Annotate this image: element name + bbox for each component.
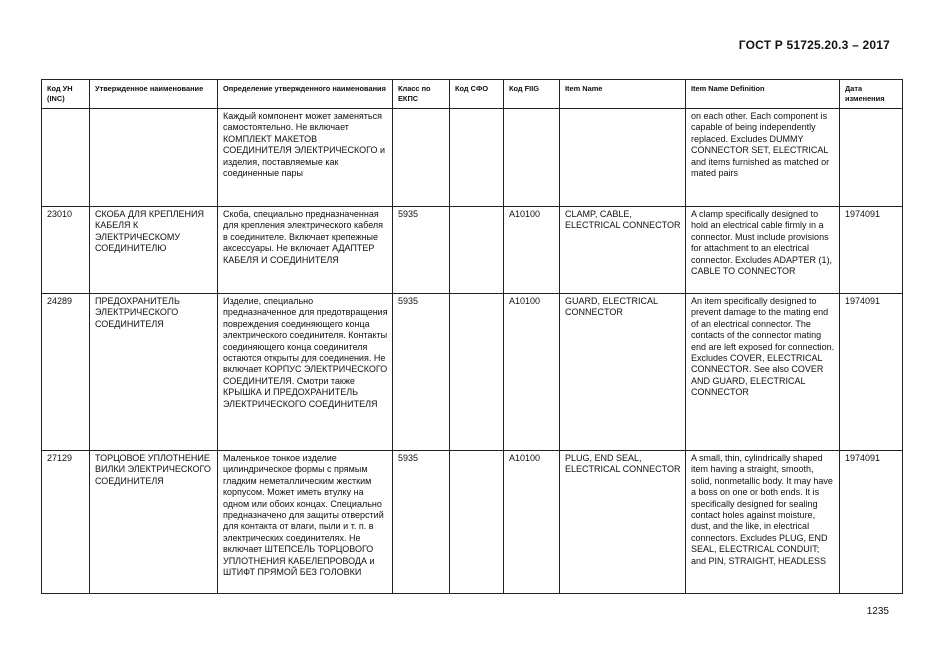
cell-class: 5935 [393,294,450,451]
cell-inc: 23010 [42,207,90,294]
cell-item-name: CLAMP, CABLE, ELECTRICAL CONNECTOR [560,207,686,294]
col-sfo: Код СФО [450,80,504,109]
cell-name-ru: ПРЕДОХРАНИТЕЛЬ ЭЛЕКТРИЧЕСКОГО СОЕДИНИТЕЛЯ [90,294,218,451]
cell-def-ru: Скоба, специально предназначенная для крепления электрического кабеля в соединителе. Включает крепежные аксессуары. Не включает АДАПТЕР КАБЕЛЯ И СОЕДИНИТЕЛЯ [218,207,393,294]
cell-item-name: GUARD, ELECTRICAL CONNECTOR [560,294,686,451]
col-item-name: Item Name [560,80,686,109]
col-class: Класс по ЕКПС [393,80,450,109]
col-def-ru: Определение утвержденного наименования [218,80,393,109]
cell-def-en: A small, thin, cylindrically shaped item having a straight, smooth, solid, nonmetallic body. It may have a boss on one or both ends. It is specifically designed for sealing contact holes against moisture, dust, and the like, in electrical connectors. Excludes PLUG, END SEAL, ELECTRICAL CONDUIT; and PIN, STRAIGHT, HEADLESS [686,451,840,594]
col-date: Дата изменения [840,80,903,109]
cell-inc: 27129 [42,451,90,594]
cell-item-name: PLUG, END SEAL, ELECTRICAL CONNECTOR [560,451,686,594]
cell-def-ru: Каждый компонент может заменяться самостоятельно. Не включает КОМПЛЕКТ МАКЕТОВ СОЕДИНИТЕЛЯ ЭЛЕКТРИЧЕСКОГО и изделия, поставляемые как соединенные пары [218,109,393,207]
table-header-row [42,80,903,109]
cell-def-ru: Маленькое тонкое изделие цилиндрическое формы с прямым гладким неметаллическим жестким корпусом. Может иметь втулку на одном или обоих концах. Специально предназначено для защиты отверстий для контакта от влаги, пыли и т. п. в электрических соединителях. Не включает ШТЕПСЕЛЬ ТОРЦОВОГО УПЛОТНЕНИЯ КАБЕЛЕПРОВОДА и ШТИФТ ПРЯМОЙ БЕЗ ГОЛОВКИ [218,451,393,594]
table-row [42,207,903,294]
cell-def-en: An item specifically designed to prevent damage to the mating end of an electrical connector. The contacts of the connector mating end are left exposed for connection. Excludes COVER, ELECTRICAL CONNECTOR. See also COVER AND GUARD, ELECTRICAL CONNECTOR [686,294,840,451]
cell-name-ru: ТОРЦОВОЕ УПЛОТНЕНИЕ ВИЛКИ ЭЛЕКТРИЧЕСКОГО СОЕДИНИТЕЛЯ [90,451,218,594]
cell-sfo [450,207,504,294]
cell-sfo [450,109,504,207]
cell-inc [42,109,90,207]
cell-date: 1974091 [840,207,903,294]
col-name-ru: Утвержденное наименование [90,80,218,109]
cell-date: 1974091 [840,294,903,451]
cell-def-en: on each other. Each component is capable of being independently replaced. Excludes DUMMY CONNECTOR SET, ELECTRICAL and items furnished as matched or mated pairs [686,109,840,207]
cell-inc: 24289 [42,294,90,451]
col-fiig: Код FIIG [504,80,560,109]
cell-fiig: A10100 [504,207,560,294]
cell-fiig: A10100 [504,451,560,594]
table-row [42,451,903,594]
cell-name-ru: СКОБА ДЛЯ КРЕПЛЕНИЯ КАБЕЛЯ К ЭЛЕКТРИЧЕСКОМУ СОЕДИНИТЕЛЮ [90,207,218,294]
cell-def-ru: Изделие, специально предназначенное для предотвращения повреждения соединяющего конца электрического соединителя. Контакты соединяющего конца соединителя остаются открыты для соединения. Не включает КОРПУС ЭЛЕКТРИЧЕСКОГО СОЕДИНИТЕЛЯ. Смотри также КРЫШКА И ПРЕДОХРАНИТЕЛЬ ЭЛЕКТРИЧЕСКОГО СОЕДИНИТЕЛЯ [218,294,393,451]
document-header: ГОСТ Р 51725.20.3 – 2017 [738,38,890,52]
cell-class [393,109,450,207]
cell-item-name [560,109,686,207]
page-number: 1235 [866,606,889,617]
col-def-en: Item Name Definition [686,80,840,109]
col-inc: Код УН (INC) [42,80,90,109]
catalog-table [41,79,903,594]
cell-date: 1974091 [840,451,903,594]
cell-fiig [504,109,560,207]
cell-class: 5935 [393,207,450,294]
table-row [42,294,903,451]
cell-sfo [450,294,504,451]
cell-def-en: A clamp specifically designed to hold an electrical cable firmly in a connector. Must include provisions for attachment to an electrical connector. Excludes ADAPTER (1), CABLE TO CONNECTOR [686,207,840,294]
cell-fiig: A10100 [504,294,560,451]
table-row [42,109,903,207]
cell-name-ru [90,109,218,207]
cell-date [840,109,903,207]
cell-class: 5935 [393,451,450,594]
cell-sfo [450,451,504,594]
